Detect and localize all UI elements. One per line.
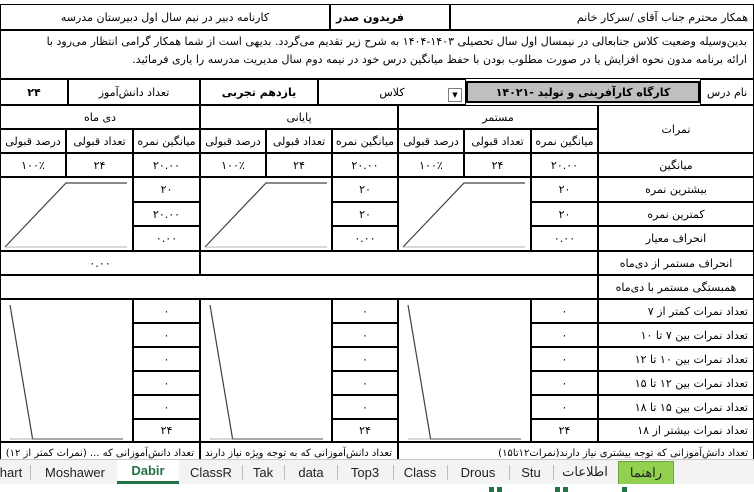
dey-pass-percent-header: درصد قبولی xyxy=(0,129,66,153)
cont-b6[interactable]: ۲۴ xyxy=(531,419,598,442)
chart-series-line xyxy=(210,305,323,439)
row-label-stddev: انحراف معیار xyxy=(598,226,754,251)
cont-stddev[interactable]: ۰.۰۰ xyxy=(531,226,598,251)
final-b3[interactable]: ۰ xyxy=(332,347,398,371)
sheet-tab-data[interactable]: data xyxy=(298,464,324,480)
cont-pass-count[interactable]: ۲۴ xyxy=(464,153,531,177)
final-pass-count-header: تعداد قبولی xyxy=(266,129,332,153)
chart-series-line xyxy=(403,183,525,247)
sheet-tab-tak[interactable]: Tak xyxy=(252,464,274,480)
final-average-header: میانگین نمره xyxy=(332,129,398,153)
group-header-dey: دی ماه xyxy=(0,105,200,129)
final-average[interactable]: ۲۰.۰۰ xyxy=(332,153,398,177)
cont-b5[interactable]: ۰ xyxy=(531,395,598,419)
dey-attention-note[interactable]: تعداد دانش‌آموزانی که ... (نمرات کمتر از ۱۲) xyxy=(0,442,200,459)
chart-series-line xyxy=(408,305,521,439)
course-name-select[interactable]: کارگاه کارآفرینی و تولید -۱۴۰۲۱ xyxy=(466,81,700,103)
group-header-final: پایانی xyxy=(200,105,398,129)
cont-b2[interactable]: ۰ xyxy=(531,323,598,347)
final-b4[interactable]: ۰ xyxy=(332,371,398,395)
row-label-dev-continuous: انحراف مستمر از دی‌ماه xyxy=(598,251,754,275)
dropdown-arrow-icon[interactable]: ▼ xyxy=(448,88,462,102)
status-bar xyxy=(0,484,754,492)
row-label-b1: تعداد نمرات کمتر از ۷ xyxy=(598,299,754,323)
final-pass-count[interactable]: ۲۴ xyxy=(266,153,332,177)
cont-pass-count-header: تعداد قبولی xyxy=(464,129,531,153)
final-b2[interactable]: ۰ xyxy=(332,323,398,347)
chart-series-line xyxy=(10,305,123,439)
dey-stddev[interactable]: ۰.۰۰ xyxy=(133,226,200,251)
row-label-attention: تعداد دانش‌آموزانی که توجه بیشتری نیاز دارند(نمرات۱۲تا۱۵) xyxy=(398,442,754,459)
sheet-tab-help[interactable]: راهنما xyxy=(618,461,674,485)
sheet-tab-moshawer[interactable]: Moshawer xyxy=(45,464,105,480)
sheet-tab-dabir[interactable]: Dabir xyxy=(117,460,179,484)
students-count[interactable]: ۲۴ xyxy=(0,79,68,105)
chart-series-line xyxy=(205,183,327,247)
dey-b1[interactable]: ۰ xyxy=(133,299,200,323)
final-stddev[interactable]: ۰.۰۰ xyxy=(332,226,398,251)
class-label: کلاس xyxy=(318,79,466,105)
row-label-b2: تعداد نمرات بین ۷ تا ۱۰ xyxy=(598,323,754,347)
chart-series-line xyxy=(5,183,127,247)
group-header-continuous: مستمر xyxy=(398,105,598,129)
row-label-b3: تعداد نمرات بین ۱۰ تا ۱۲ xyxy=(598,347,754,371)
final-attention-note[interactable]: تعداد دانش‌آموزانی که به توجه ویژه نیاز دارند xyxy=(200,442,398,459)
row-label-b4: تعداد نمرات بین ۱۲ تا ۱۵ xyxy=(598,371,754,395)
row-label-corr-continuous: همبستگی مستمر با دی‌ماه xyxy=(598,275,754,299)
dey-min[interactable]: ۲۰.۰۰ xyxy=(133,202,200,226)
course-label: نام درس xyxy=(700,79,754,105)
dey-b2[interactable]: ۰ xyxy=(133,323,200,347)
dey-b5[interactable]: ۰ xyxy=(133,395,200,419)
sheet-tab-chart[interactable]: hart xyxy=(0,464,23,480)
sheet-tab-drous[interactable]: Drous xyxy=(460,464,496,480)
intro-line-2: ارائه برنامه مدون نحوه افزایش یا در صورت مطلوب بودن با حفظ میانگین درس خود در نیمه دوم سال مدیریت مدرسه را یاری فرمائید. xyxy=(132,53,747,66)
cont-average[interactable]: ۲۰.۰۰ xyxy=(531,153,598,177)
teacher-name[interactable]: فریدون صدر xyxy=(330,4,450,30)
final-b1[interactable]: ۰ xyxy=(332,299,398,323)
view-normal-icon[interactable] xyxy=(489,487,494,492)
view-layout-icon[interactable] xyxy=(563,487,568,492)
dey-average-header: میانگین نمره xyxy=(133,129,200,153)
sheet-tab-bar xyxy=(0,459,754,485)
cont-pass-percent[interactable]: ۱۰۰٪ xyxy=(398,153,464,177)
sheet-tab-info[interactable]: اطلاعات xyxy=(562,464,608,479)
cont-min[interactable]: ۲۰ xyxy=(531,202,598,226)
row-label-min: کمترین نمره xyxy=(598,202,754,226)
row-label-max: بیشترین نمره xyxy=(598,177,754,202)
cont-b1[interactable]: ۰ xyxy=(531,299,598,323)
row-label-b6: تعداد نمرات بیشتر از ۱۸ xyxy=(598,419,754,442)
dey-b6[interactable]: ۲۴ xyxy=(133,419,200,442)
grades-label: نمرات xyxy=(598,105,754,153)
dey-pass-count[interactable]: ۲۴ xyxy=(66,153,133,177)
row-label-b5: تعداد نمرات بین ۱۵ تا ۱۸ xyxy=(598,395,754,419)
view-pagebreak-icon[interactable] xyxy=(622,487,627,492)
sheet-tab-top3[interactable]: Top3 xyxy=(350,464,380,480)
view-layout-icon[interactable] xyxy=(555,487,560,492)
class-value[interactable]: یازدهم تجربی xyxy=(200,79,318,105)
final-max[interactable]: ۲۰ xyxy=(332,177,398,202)
final-pass-percent[interactable]: ۱۰۰٪ xyxy=(200,153,266,177)
sheet-tab-class[interactable]: Class xyxy=(403,464,437,480)
dev-continuous-value[interactable]: ۰.۰۰ xyxy=(0,251,200,275)
cont-b3[interactable]: ۰ xyxy=(531,347,598,371)
row-label-average: میانگین xyxy=(598,153,754,177)
dey-b4[interactable]: ۰ xyxy=(133,371,200,395)
final-min[interactable]: ۲۰ xyxy=(332,202,398,226)
dey-pass-count-header: تعداد قبولی xyxy=(66,129,133,153)
final-b5[interactable]: ۰ xyxy=(332,395,398,419)
final-pass-percent-header: درصد قبولی xyxy=(200,129,266,153)
dey-b3[interactable]: ۰ xyxy=(133,347,200,371)
final-b6[interactable]: ۲۴ xyxy=(332,419,398,442)
sheet-tab-classr[interactable]: ClassR xyxy=(190,464,232,480)
dey-average[interactable]: ۲۰.۰۰ xyxy=(133,153,200,177)
tab-divider xyxy=(30,465,31,480)
greeting-label: همکار محترم جناب آقای /سرکار خانم xyxy=(450,4,754,30)
report-title: کارنامه دبیر در نیم سال اول دبیرستان مدرسه xyxy=(0,4,330,30)
sheet-tab-stu[interactable]: Stu xyxy=(521,464,541,480)
dey-pass-percent[interactable]: ۱۰۰٪ xyxy=(0,153,66,177)
intro-line-1: بدین‌وسیله وضعیت کلاس جنابعالی در نیمسال اول سال تحصیلی ۱۴۰۳-۱۴۰۴ به شرح زیر تقدیم می‌گردد. بدیهی است از شما همکار گرامی انتظار می‌رود با xyxy=(46,35,747,48)
students-label: تعداد دانش‌آموز xyxy=(68,79,200,105)
cont-average-header: میانگین نمره xyxy=(531,129,598,153)
view-normal-icon[interactable] xyxy=(497,487,502,492)
dey-max[interactable]: ۲۰ xyxy=(133,177,200,202)
cont-max[interactable]: ۲۰ xyxy=(531,177,598,202)
cont-b4[interactable]: ۰ xyxy=(531,371,598,395)
cont-pass-percent-header: درصد قبولی xyxy=(398,129,464,153)
